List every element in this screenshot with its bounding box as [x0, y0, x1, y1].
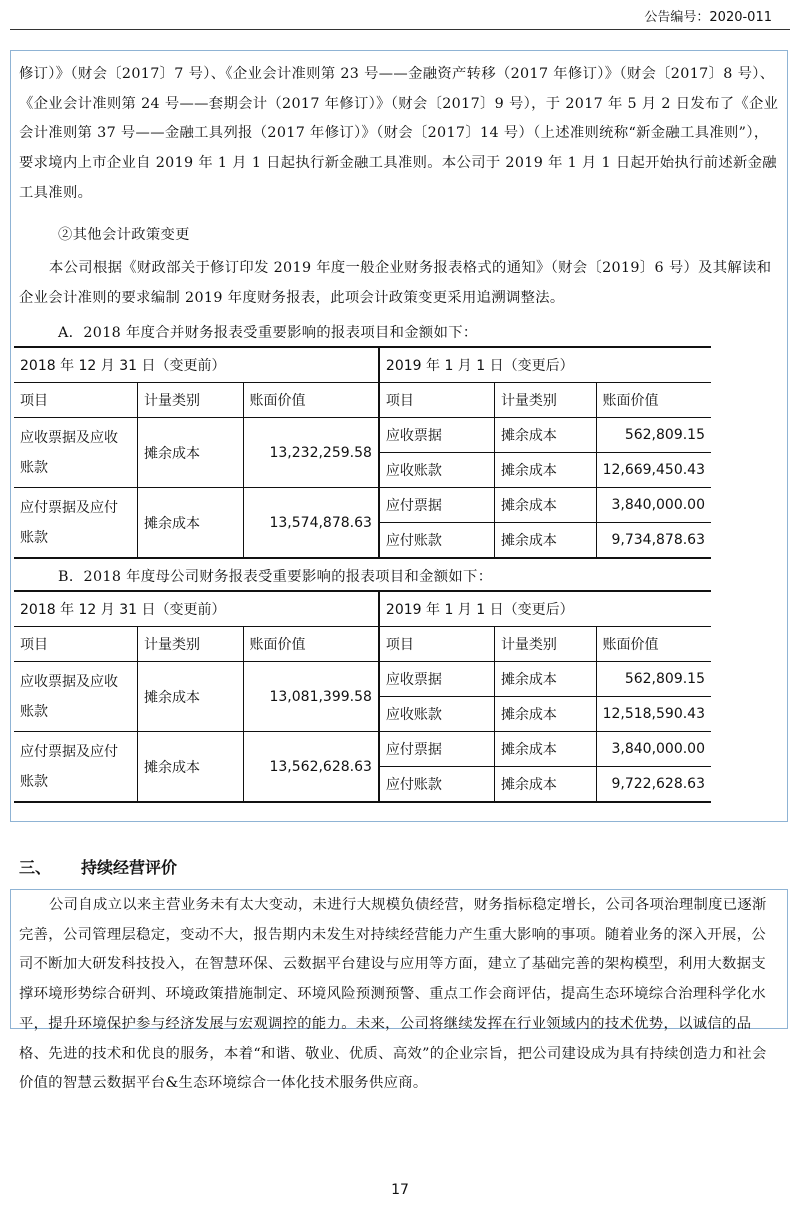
col-category: 计量类别 — [494, 383, 596, 418]
row-category: 摊余成本 — [137, 488, 243, 559]
after-item: 应收账款 — [379, 453, 495, 488]
row-category: 摊余成本 — [137, 662, 243, 732]
row-value: 13,562,628.63 — [243, 732, 379, 803]
table-row — [14, 732, 711, 767]
section-title: 持续经营评价 — [81, 858, 178, 877]
after-category: 摊余成本 — [494, 453, 596, 488]
after-category: 摊余成本 — [494, 488, 596, 523]
col-value: 账面价值 — [243, 627, 379, 662]
col-value: 账面价值 — [596, 383, 711, 418]
after-item: 应付账款 — [379, 767, 495, 803]
row-item: 应收票据及应收账款 — [14, 418, 137, 488]
col-item: 项目 — [14, 627, 137, 662]
after-value: 3,840,000.00 — [596, 732, 711, 767]
table-b-caption: B．2018 年度母公司财务报表受重要影响的报表项目和金额如下： — [58, 569, 493, 585]
policy-paragraph-2: 本公司根据《财政部关于修订印发 2019 年度一般企业财务报表格式的通知》（财会〔2019〕6 号）及其解读和企业会计准则的要求编制 2019 年度财务报表，此项会计政策变更采用追溯调整法。 — [19, 260, 772, 306]
table-b — [14, 590, 711, 803]
after-value: 9,722,628.63 — [596, 767, 711, 803]
col-category: 计量类别 — [137, 383, 243, 418]
announcement-number: 公告编号：2020-011 — [644, 10, 772, 25]
row-item: 应收票据及应收账款 — [14, 662, 137, 732]
col-category: 计量类别 — [494, 627, 596, 662]
after-category: 摊余成本 — [494, 662, 596, 697]
table-row — [14, 418, 711, 453]
row-category: 摊余成本 — [137, 418, 243, 488]
after-category: 摊余成本 — [494, 418, 596, 453]
table-a — [14, 346, 711, 559]
header-rule — [10, 29, 790, 30]
col-value: 账面价值 — [243, 383, 379, 418]
section-number: 三、 — [19, 858, 52, 877]
row-value: 13,081,399.58 — [243, 662, 379, 732]
row-item: 应付票据及应付账款 — [14, 488, 137, 559]
page-number: 17 — [391, 1182, 409, 1198]
after-category: 摊余成本 — [494, 697, 596, 732]
after-category: 摊余成本 — [494, 523, 596, 559]
after-item: 应收票据 — [379, 662, 495, 697]
after-item: 应付票据 — [379, 732, 495, 767]
after-item: 应付账款 — [379, 523, 495, 559]
row-item: 应付票据及应付账款 — [14, 732, 137, 803]
section-heading — [19, 855, 177, 878]
after-value: 12,669,450.43 — [596, 453, 711, 488]
after-value: 12,518,590.43 — [596, 697, 711, 732]
after-value: 562,809.15 — [596, 662, 711, 697]
other-policy-subheading: ②其他会计政策变更 — [58, 227, 190, 243]
after-category: 摊余成本 — [494, 767, 596, 803]
table-b-before-title: 2018 年 12 月 31 日（变更前） — [14, 591, 379, 627]
col-item: 项目 — [379, 383, 495, 418]
col-value: 账面价值 — [596, 627, 711, 662]
col-item: 项目 — [14, 383, 137, 418]
after-value: 9,734,878.63 — [596, 523, 711, 559]
after-value: 562,809.15 — [596, 418, 711, 453]
table-b-after-title: 2019 年 1 月 1 日（变更后） — [379, 591, 711, 627]
after-item: 应收票据 — [379, 418, 495, 453]
after-item: 应付票据 — [379, 488, 495, 523]
table-a-after-title: 2019 年 1 月 1 日（变更后） — [379, 347, 711, 383]
after-value: 3,840,000.00 — [596, 488, 711, 523]
after-item: 应收账款 — [379, 697, 495, 732]
table-a-before-title: 2018 年 12 月 31 日（变更前） — [14, 347, 379, 383]
row-category: 摊余成本 — [137, 732, 243, 803]
row-value: 13,574,878.63 — [243, 488, 379, 559]
after-category: 摊余成本 — [494, 732, 596, 767]
col-category: 计量类别 — [137, 627, 243, 662]
going-concern-paragraph: 公司自成立以来主营业务未有太大变动，未进行大规模负债经营，财务指标稳定增长，公司各项治理制度已逐渐完善，公司管理层稳定，变动不大，报告期内未发生对持续经营能力产生重大影响的事项。随着业务的深入开展，公司不断加大研发科技投入，在智慧环保、云数据平台建设与应用等方面，建立了基础完善的架构模型，利用大数据支撑环境形势综合研判、环境政策措施制定、环境风险预测预警、重点工作会商评估，提高生态环境综合治理科学化水平，提升环境保护参与经济发展与宏观调控的能力。未来，公司将继续发挥在行业领域内的技术优势，以诚信的品格、先进的技术和优良的服务，本着“和谐、敬业、优质、高效”的企业宗旨，把公司建设成为具有持续创造力和社会价值的智慧云数据平台&生态环境综合一体化技术服务供应商。 — [19, 897, 767, 1092]
col-item: 项目 — [379, 627, 495, 662]
table-row — [14, 488, 711, 523]
row-value: 13,232,259.58 — [243, 418, 379, 488]
policy-paragraph-1: 修订）》（财会〔2017〕7 号）、《企业会计准则第 23 号——金融资产转移（2017 年修订）》（财会〔2017〕8 号）、《企业会计准则第 24 号——套期会计（2017 年修订）》（财会〔2017〕9 号），于 2017 年 5 月 2 日发布了《企业会计准则第 37 号——金融工具列报（2017 年修订）》（财会〔2017〕14 号）（上述准则统称“新金融工具准则”），要求境内上市企业自 2019 年 1 月 1 日起执行新金融工具准则。本公司于 2019 年 1 月 1 日起开始执行前述新金融工具准则。 — [19, 66, 779, 201]
table-a-caption: A．2018 年度合并财务报表受重要影响的报表项目和金额如下： — [58, 325, 478, 341]
table-row — [14, 662, 711, 697]
